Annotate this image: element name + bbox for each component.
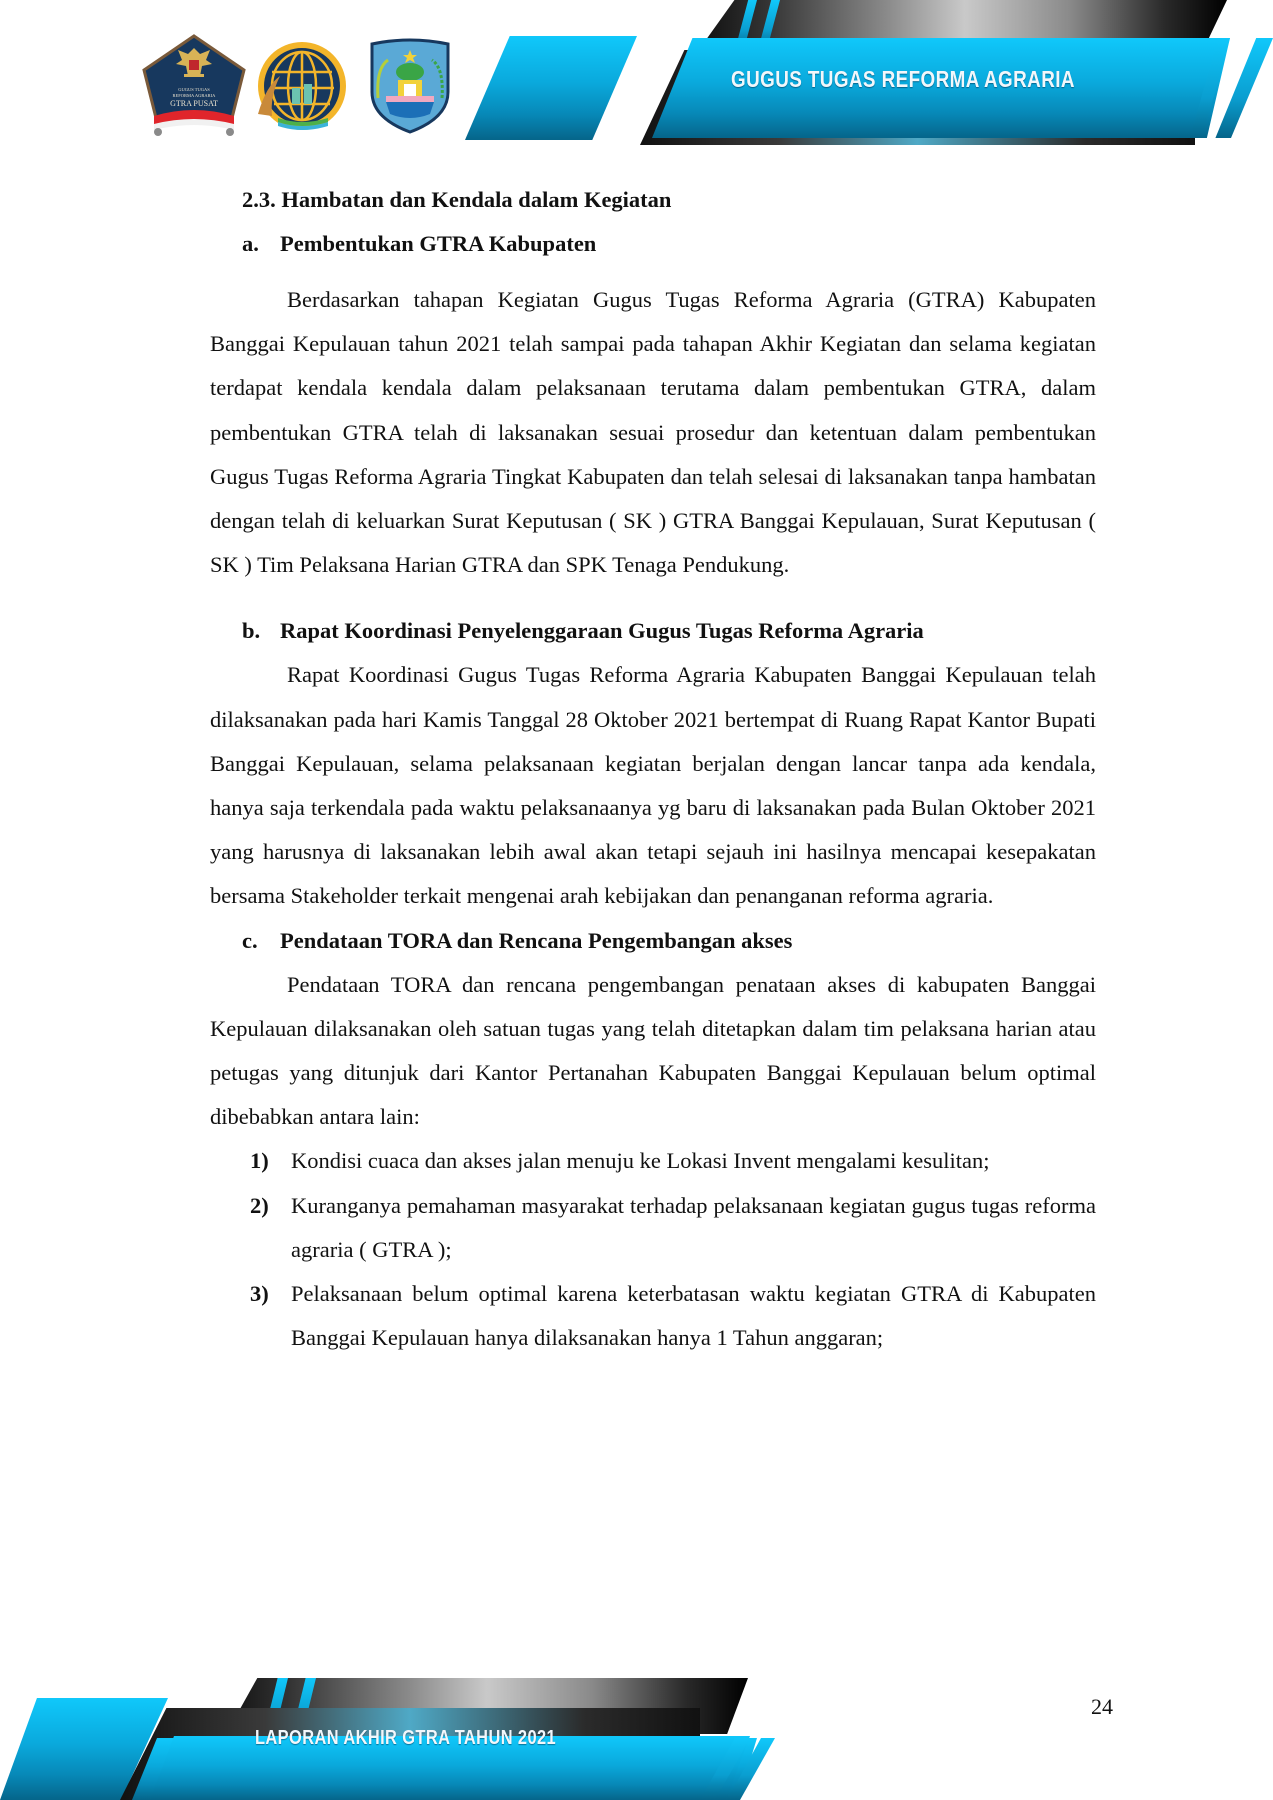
footer-banner-title: LAPORAN AKHIR GTRA TAHUN 2021 — [255, 1727, 557, 1749]
section-title: 2.3. Hambatan dan Kendala dalam Kegiatan — [242, 187, 672, 212]
list-item — [210, 1184, 1096, 1272]
subsection-heading-a — [242, 222, 1096, 266]
subsection-marker: a. — [242, 231, 259, 256]
svg-text:GUGUS TUGAS: GUGUS TUGAS — [178, 87, 210, 92]
paragraph: Rapat Koordinasi Gugus Tugas Reforma Agraria Kabupaten Banggai Kepulauan telah dilaksanakan pada hari Kamis Tanggal 28 Oktober 2021 bertempat di Ruang Rapat Kantor Bupati Banggai Kepulauan, selama pelaksanaan kegiatan berjalan dengan lancar tanpa ada kendala, hanya saja terkendala pada waktu pelaksanaanya yg baru di laksanakan pada Bulan Oktober 2021 yang harusnya di laksanakan lebih awal akan tetapi sejauh ini hasilnya mencapai kesepakatan bersama Stakeholder terkait mengenai arah kebijakan dan penanganan reforma agraria. — [210, 662, 1096, 909]
subsection-title: Pendataan TORA dan Rencana Pengembangan akses — [280, 927, 793, 953]
page-number: 24 — [1091, 1694, 1113, 1719]
subsection-marker: c. — [242, 927, 258, 953]
list-number: 1) — [250, 1148, 269, 1174]
list-number: 3) — [250, 1281, 269, 1307]
list-item — [210, 1272, 1096, 1360]
subsection-title: Rapat Koordinasi Penyelenggaraan Gugus Tugas Reforma Agraria — [280, 618, 924, 644]
document-body — [210, 178, 1096, 1360]
list-number: 2) — [250, 1192, 269, 1218]
subsection-title: Pembentukan GTRA Kabupaten — [280, 231, 597, 256]
kabupaten-banggai-kepulauan-logo — [368, 38, 452, 134]
gtra-pusat-logo — [140, 34, 248, 138]
constraints-list — [210, 1139, 1096, 1360]
header-banner-title: GUGUS TUGAS REFORMA AGRARIA — [731, 66, 1075, 92]
paragraph: Berdasarkan tahapan Kegiatan Gugus Tugas Reforma Agraria (GTRA) Kabupaten Banggai Kepulauan tahun 2021 telah sampai pada tahapan Akhir Kegiatan dan selama kegiatan terdapat kendala kendala dalam pelaksanaan terutama dalam pembentukan GTRA, dalam pembentukan GTRA telah di laksanakan sesuai prosedur dan ketentuan dalam pembentukan Gugus Tugas Reforma Agraria Tingkat Kabupaten dan telah selesai di laksanakan tanpa hambatan dengan telah di keluarkan Surat Keputusan ( SK ) GTRA Banggai Kepulauan, Surat Keputusan ( SK ) Tim Pelaksana Harian GTRA dan SPK Tenaga Pendukung. — [210, 287, 1096, 578]
kementerian-atr-bpn-logo — [250, 36, 350, 136]
list-text: Kuranganya pemahaman masyarakat terhadap pelaksanaan kegiatan gugus tugas reforma agraria ( GTRA ); — [291, 1192, 1096, 1262]
subsection-heading-c — [242, 919, 1096, 963]
list-text: Pelaksanaan belum optimal karena keterbatasan waktu kegiatan GTRA di Kabupaten Banggai Kepulauan hanya dilaksanakan hanya 1 Tahun anggaran; — [291, 1281, 1096, 1351]
svg-text:REFORMA AGRARIA: REFORMA AGRARIA — [172, 93, 216, 98]
header-banner-dark-strip — [703, 0, 1227, 44]
paragraph: Pendataan TORA dan rencana pengembangan penataan akses di kabupaten Banggai Kepulauan dilaksanakan oleh satuan tugas yang telah ditetapkan dalam tim pelaksana harian atau petugas yang ditunjuk dari Kantor Pertanahan Kabupaten Banggai Kepulauan belum optimal dibebabkan antara lain: — [210, 971, 1096, 1130]
subsection-heading-b — [242, 609, 1096, 653]
svg-text:GTRA PUSAT: GTRA PUSAT — [170, 99, 218, 108]
subsection-marker: b. — [242, 618, 261, 644]
list-item — [210, 1139, 1096, 1183]
list-text: Kondisi cuaca dan akses jalan menuju ke Lokasi Invent mengalami kesulitan; — [291, 1148, 990, 1174]
header-banner-left-block — [465, 36, 637, 140]
